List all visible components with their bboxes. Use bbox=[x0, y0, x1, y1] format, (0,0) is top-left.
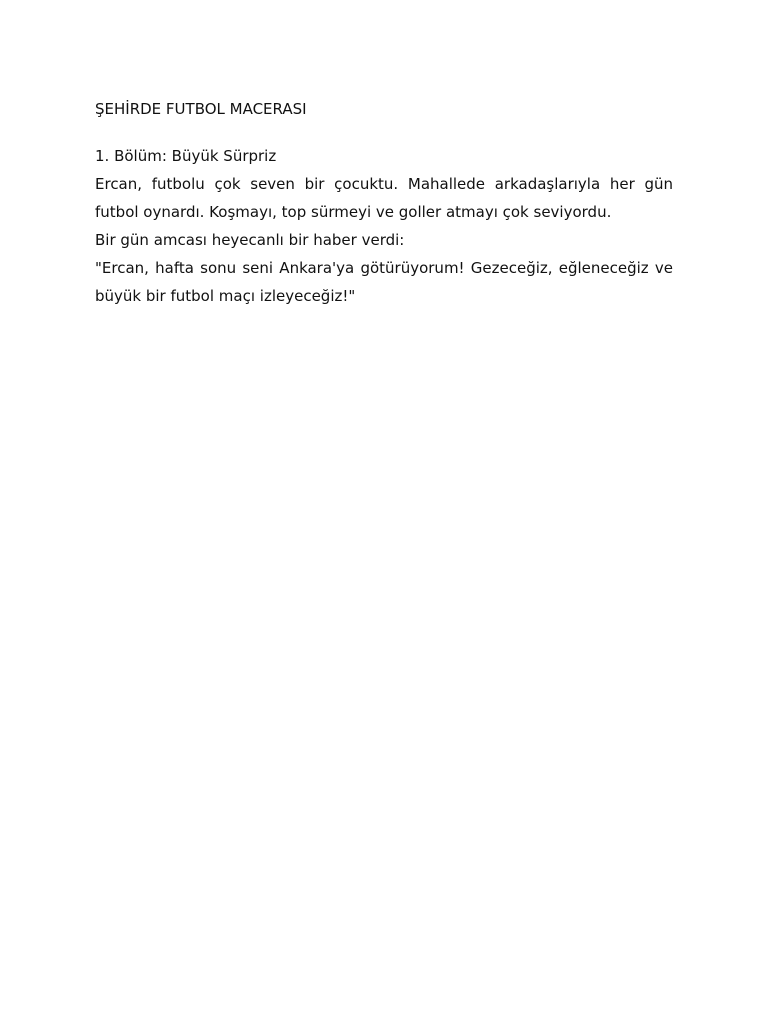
document-body bbox=[95, 97, 673, 310]
paragraph-quote: "Ercan, hafta sonu seni Ankara'ya götürüyorum! Gezeceğiz, eğleneceğiz ve büyük bir futbol maçı izleyeceğiz!" bbox=[95, 259, 673, 305]
document-title: ŞEHİRDE FUTBOL MACERASI bbox=[95, 100, 307, 118]
chapter-heading: 1. Bölüm: Büyük Sürpriz bbox=[95, 147, 277, 165]
paragraph-news: Bir gün amcası heyecanlı bir haber verdi: bbox=[95, 231, 405, 249]
paragraph-intro: Ercan, futbolu çok seven bir çocuktu. Mahallede arkadaşlarıyla her gün futbol oynardı. Koşmayı, top sürmeyi ve goller atmayı çok seviyordu. bbox=[95, 175, 673, 221]
chapter-section bbox=[95, 142, 673, 310]
